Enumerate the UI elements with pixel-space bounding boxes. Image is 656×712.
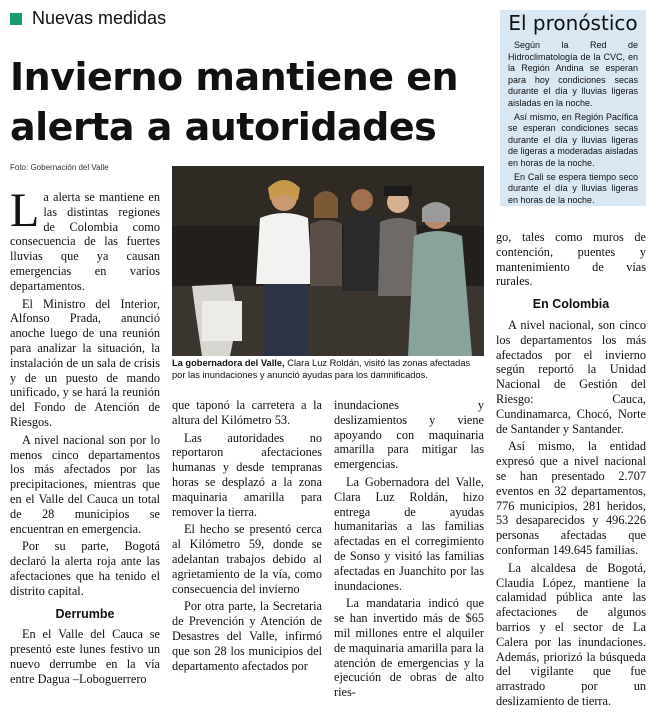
photo-caption [172, 358, 484, 381]
article-paragraph: Las autoridades no reportaron afectaciones humanas y desde tempranas horas se desplazó a la zona maquinaria amarilla para remover la tierra. [172, 430, 322, 519]
subheading-derrumbe: Derrumbe [55, 606, 115, 621]
article-paragraph: go, tales como muros de contención, puentes y mantenimiento de vías rurales. [496, 230, 646, 289]
article-paragraph: La Gobernadora del Valle, Clara Luz Roldán, hizo entrega de ayudas humanitarias a las familias afectadas en el corregimiento de Sonso y visitó las familias afectadas en Juanchito por las inundaciones. [334, 474, 484, 593]
article-paragraph: Así mismo, la entidad expresó que a nivel nacional se han presentado 2.707 eventos en 32 departamentos, 776 municipios, 281 heridos, 53 desaparecidos y 496.226 personas afectadas que conforman 149.645 familias. [496, 439, 646, 557]
article-column-2 [172, 398, 322, 676]
photo-illustration [172, 166, 484, 356]
caption-text: Clara Luz Roldán, visitó las zonas afectadas por las inundaciones y anunció ayudas para los damnificados. [172, 358, 471, 380]
lead-text: a alerta se mantiene en las distintas regiones de Colombia como consecuencia de las fuertes lluvias que ya causan emergencias en varios departamentos. [10, 190, 160, 293]
article-paragraph [10, 184, 160, 294]
subheading-en-colombia: En Colombia [532, 297, 610, 312]
news-photo [172, 166, 484, 356]
article-paragraph: inundaciones y deslizamientos y viene apoyando con maquinaria amarilla para mitigar las emergencias. [334, 398, 484, 472]
article-paragraph: A nivel nacional, son cinco los departamentos los más afectados por el invierno según reportó la Unidad Nacional de Gestión del Riesgo: Cauca, Cundinamarca, Chocó, Norte de Santander y Santander. [496, 317, 646, 436]
forecast-body [508, 40, 638, 208]
forecast-paragraph: En Cali se espera tiempo seco durante el día y lluvias ligeras en horas de la noche. [508, 171, 638, 205]
article-paragraph: A nivel nacional son por lo menos cinco departamentos los más afectados por las precipitaciones, mientras que en el Valle del Cauca un total de 28 municipios se encuentran en emergencia. [10, 432, 160, 536]
headline: Invierno mantiene en alerta a autoridades [10, 55, 459, 149]
forecast-box [500, 10, 646, 206]
caption-lead: La gobernadora del Valle, [172, 358, 285, 368]
article-paragraph: Por otra parte, la Secretaria de Prevención y Atención de Desastres del Valle, infirmó que son 28 los municipios del departamento afectados por [172, 599, 322, 673]
article-paragraph: Por su parte, Bogotá declaró la alerta roja ante las afectaciones que ha tenido el distrito capital. [10, 539, 160, 598]
article-paragraph: En el Valle del Cauca se presentó este lunes festivo un nuevo derrumbe en la vía entre Dagua –Loboguerrero [10, 627, 160, 686]
drop-cap: L [10, 184, 40, 237]
article-paragraph: El hecho se presentó cerca al Kilómetro 59, donde se adelantan trabajos debido al agrietamiento de la vía, como consecuencia del invierno [172, 522, 322, 596]
article-column-4 [496, 230, 646, 712]
forecast-paragraph: Así mismo, en Región Pacífica se esperan condiciones secas durante el día y lluvias ligeras de ligeras a moderadas aisladas en horas de la noche. [508, 111, 638, 168]
forecast-title: El pronóstico [508, 11, 638, 35]
section-marker [10, 13, 22, 25]
article-paragraph: que taponó la carretera a la altura del Kilómetro 53. [172, 398, 322, 427]
photo-credit: Foto: Gobernación del Valle [10, 163, 109, 172]
forecast-paragraph: Según la Red de Hidroclimatología de la CVC, en la Región Andina se esperan para hoy condiciones secas durante el día y lluvias ligeras aisladas en la noche. [508, 40, 638, 108]
section-title: Nuevas medidas [32, 8, 167, 28]
section-header [10, 8, 166, 29]
article-paragraph: La alcaldesa de Bogotá, Claudia López, mantiene la calamidad pública ante las afectaciones de algunos barrios y el sector de La Calera por las inundaciones. Además, priorizó la búsqueda del vigilante que fue arrastrado por un deslizamiento de tierra. [496, 560, 646, 708]
article-paragraph: La mandataria indicó que se han invertido más de $65 mil millones entre el alquiler de maquinaria amarilla para la atención de emergencias y la ejecución de obras de alto ries- [334, 596, 484, 700]
article-column-3 [334, 398, 484, 703]
article-paragraph: El Ministro del Interior, Alfonso Prada, anunció anoche luego de una reunión para analizar la situación, la instalación de un sala de crisis y de un puesto de mando unificado, y se hará la reunión del Fondo de Atención de Riesgos. [10, 296, 160, 429]
article-column-1 [10, 184, 160, 690]
